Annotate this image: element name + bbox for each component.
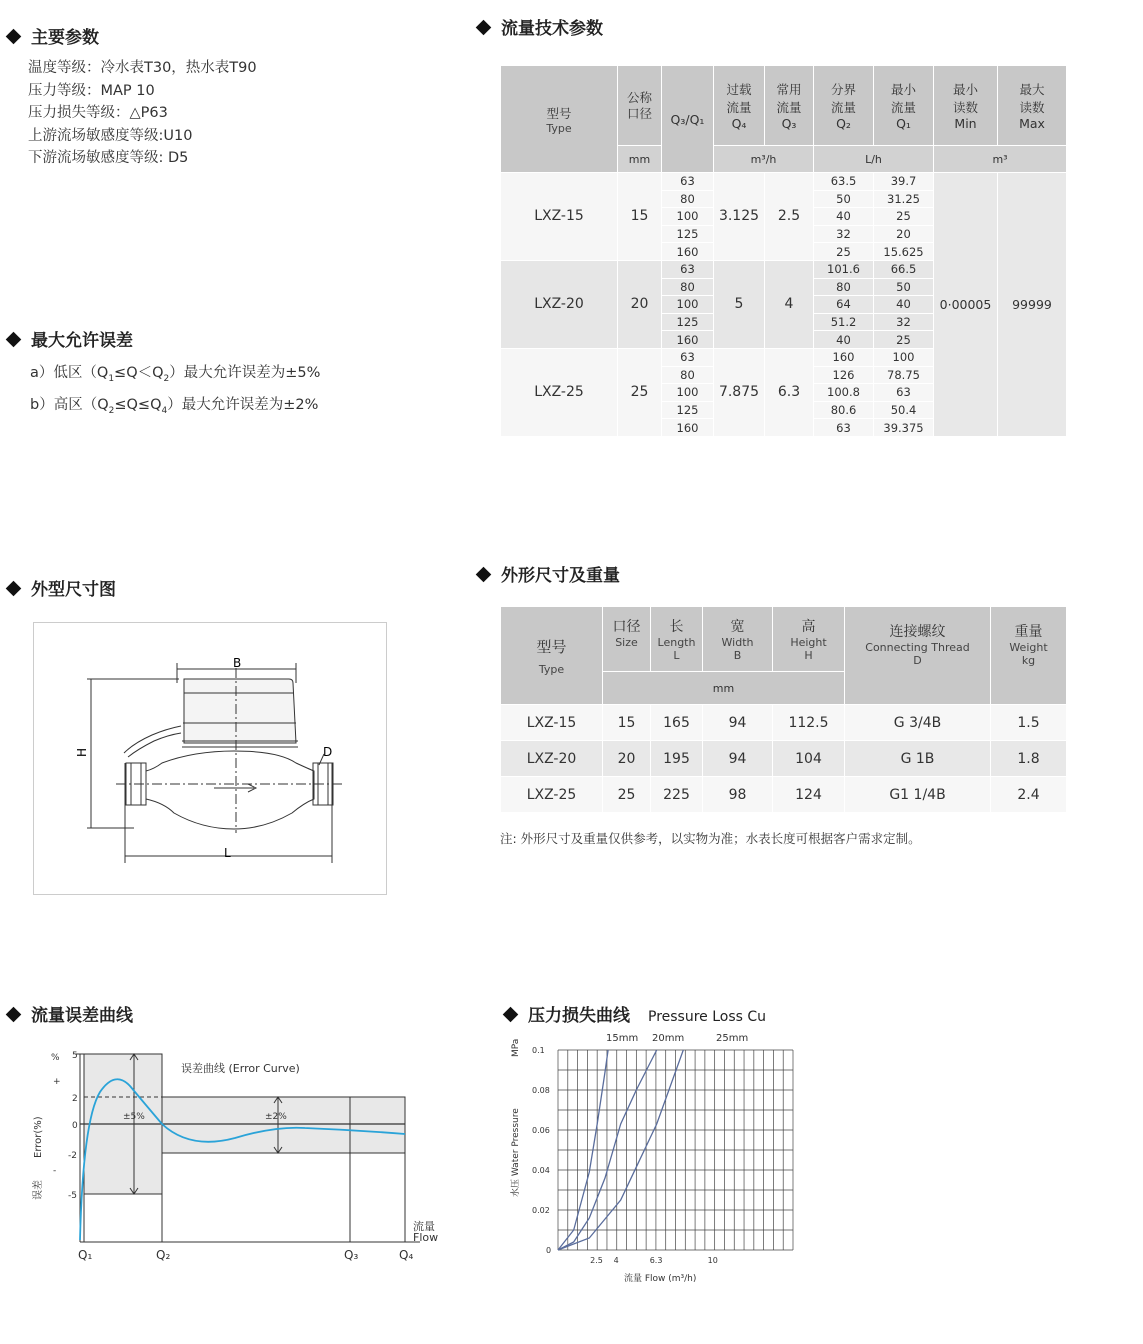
cell-q2: 101.6 <box>814 260 874 278</box>
dim-label-h: H <box>75 747 89 757</box>
param-line: 压力损失等级：△P63 <box>28 105 168 121</box>
series-label: 20mm <box>652 1033 685 1044</box>
header-symbol: L <box>673 649 680 662</box>
dim-table-row <box>501 741 1067 777</box>
y-tick-label: 0 <box>546 1246 552 1255</box>
main-params-list <box>28 57 257 170</box>
y-tick-label: 0.04 <box>532 1166 550 1175</box>
y-tick-2: 2 <box>72 1094 78 1104</box>
cell-q1: 15.625 <box>874 243 934 261</box>
err-sub: 1 <box>108 373 115 384</box>
cell-model: LXZ-20 <box>501 741 603 777</box>
y-axis-label: 水压 Water Pressure <box>511 1108 521 1197</box>
cell-ratio: 100 <box>662 296 714 314</box>
cell-q4: 7.875 <box>714 348 765 436</box>
dim-header-weight <box>991 607 1067 705</box>
section-title-flow-tech <box>478 14 603 39</box>
header-text: Q₁ <box>896 116 911 131</box>
cell-length: 165 <box>651 705 703 741</box>
cell-q2: 64 <box>814 296 874 314</box>
header-text: Q₄ <box>731 116 747 131</box>
flow-tech-table <box>500 65 1067 437</box>
cell-size: 25 <box>603 777 651 813</box>
section-title-en: Pressure Loss Cu <box>648 1009 767 1025</box>
section-title-text: 外形尺寸及重量 <box>501 566 620 586</box>
unit-mm: mm <box>618 146 662 173</box>
cell-ratio: 80 <box>662 190 714 208</box>
col-header-max <box>998 66 1067 146</box>
header-text: 连接螺纹 <box>889 624 946 640</box>
param-line: 温度等级：冷水表T30，热水表T90 <box>28 60 257 76</box>
cell-size: 15 <box>603 705 651 741</box>
header-en: Width <box>721 636 754 649</box>
band-high-label: ±2% <box>265 1112 287 1122</box>
header-text: 口径 <box>612 619 641 635</box>
header-en: Type <box>538 662 565 676</box>
header-text: 过载 <box>726 82 752 97</box>
section-title-dims-weight <box>478 561 620 586</box>
flow-table-row <box>501 173 1067 191</box>
section-title-text: 流量技术参数 <box>501 19 603 39</box>
cell-q1: 63 <box>874 384 934 402</box>
header-en: Size <box>615 636 638 649</box>
cell-height: 112.5 <box>773 705 845 741</box>
dim-header-height <box>773 607 845 672</box>
outline-drawing <box>33 622 387 895</box>
error-ylabel-en: Error(%) <box>33 1116 44 1158</box>
cell-thread: G1 1/4B <box>845 777 991 813</box>
diamond-bullet-icon <box>6 580 22 596</box>
header-text: Q₂ <box>836 116 851 131</box>
cell-height: 124 <box>773 777 845 813</box>
diamond-bullet-icon <box>503 1006 519 1022</box>
cell-length: 225 <box>651 777 703 813</box>
header-en: Type <box>546 121 572 135</box>
err-text: b）高区（Q <box>30 396 109 413</box>
header-text: 型号 <box>546 105 572 121</box>
cell-q1: 40 <box>874 296 934 314</box>
err-text: ≤Q＜Q <box>114 365 164 381</box>
cell-dn: 25 <box>618 348 662 436</box>
y-tick-label: 0.02 <box>532 1206 550 1215</box>
cell-height: 104 <box>773 741 845 777</box>
x-tick-label: 6.3 <box>649 1256 663 1265</box>
cell-q1: 39.375 <box>874 419 934 437</box>
dim-label-l: L <box>224 846 231 860</box>
band-low-label: ±5% <box>123 1112 145 1122</box>
cell-min-reading: 0·00005 <box>934 173 998 437</box>
header-text: 宽 <box>730 619 745 635</box>
y-tick-label: 0.06 <box>532 1126 550 1135</box>
unit-m3h: m³/h <box>714 146 814 173</box>
cell-width: 98 <box>703 777 773 813</box>
y-tick-neg5: -5 <box>68 1191 77 1201</box>
y-unit-label: MPa <box>511 1038 521 1057</box>
header-text: Q₃/Q₁ <box>670 111 705 127</box>
cell-q1: 25 <box>874 331 934 349</box>
cell-ratio: 63 <box>662 173 714 191</box>
header-symbol: H <box>804 649 813 662</box>
section-title-main-params <box>8 23 99 48</box>
cell-q4: 5 <box>714 260 765 348</box>
unit-m3: m³ <box>934 146 1067 173</box>
cell-thread: G 3/4B <box>845 705 991 741</box>
header-text: 最大 <box>1019 82 1045 97</box>
col-header-min <box>934 66 998 146</box>
cell-q2: 80.6 <box>814 401 874 419</box>
x-tick-q1: Q₁ <box>78 1248 93 1262</box>
cell-length: 195 <box>651 741 703 777</box>
cell-q1: 39.7 <box>874 173 934 191</box>
section-title-text: 最大允许误差 <box>31 331 133 351</box>
cell-ratio: 160 <box>662 331 714 349</box>
col-header-q4 <box>714 66 765 146</box>
cell-q2: 40 <box>814 208 874 226</box>
cell-q3: 4 <box>765 260 814 348</box>
cell-max-reading: 99999 <box>998 173 1067 437</box>
header-text: 最小 <box>890 82 916 97</box>
cell-dn: 15 <box>618 173 662 261</box>
cell-ratio: 80 <box>662 278 714 296</box>
header-text: Min <box>954 116 977 131</box>
error-line-low <box>30 360 320 392</box>
section-title-text: 压力损失曲线 <box>528 1006 630 1026</box>
cell-dn: 20 <box>618 260 662 348</box>
cell-width: 94 <box>703 741 773 777</box>
col-header-type <box>501 66 618 173</box>
header-en: Weight <box>1009 641 1048 654</box>
header-en: Length <box>657 636 696 649</box>
header-en: Connecting Thread <box>865 641 970 654</box>
y-tick-label: 0.1 <box>532 1046 545 1055</box>
cell-q1: 100 <box>874 348 934 366</box>
cell-q2: 126 <box>814 366 874 384</box>
error-chart-title: 误差曲线 (Error Curve) <box>181 1062 300 1075</box>
cell-ratio: 160 <box>662 243 714 261</box>
cell-model: LXZ-20 <box>501 260 618 348</box>
cell-q1: 32 <box>874 313 934 331</box>
cell-q1: 50 <box>874 278 934 296</box>
cell-width: 94 <box>703 705 773 741</box>
cell-q2: 40 <box>814 331 874 349</box>
cell-q2: 50 <box>814 190 874 208</box>
dim-label-b: B <box>233 656 242 670</box>
x-tick-q3: Q₃ <box>344 1248 359 1262</box>
cell-q3: 2.5 <box>765 173 814 261</box>
cell-q1: 66.5 <box>874 260 934 278</box>
header-text: 分界 <box>830 82 856 97</box>
header-en: Height <box>790 636 827 649</box>
header-text: 读数 <box>1019 100 1045 115</box>
dimension-table <box>500 606 1067 813</box>
dimension-note: 注: 外形尺寸及重量仅供参考，以实物为准；水表长度可根据客户需求定制。 <box>500 831 921 846</box>
header-text: 流量 <box>890 100 916 115</box>
cell-ratio: 125 <box>662 401 714 419</box>
x-tick-label: 4 <box>613 1256 619 1265</box>
section-title-text: 主要参数 <box>31 28 99 48</box>
param-line: 上游流场敏感度等级:U10 <box>28 127 193 144</box>
header-text: 重量 <box>1014 624 1043 640</box>
header-symbol: D <box>913 654 922 667</box>
cell-q2: 25 <box>814 243 874 261</box>
dim-header-size <box>603 607 651 672</box>
header-symbol: B <box>733 649 742 662</box>
cell-ratio: 100 <box>662 208 714 226</box>
x-tick-label: 2.5 <box>590 1256 603 1265</box>
cell-q1: 25 <box>874 208 934 226</box>
col-header-dn <box>618 66 662 146</box>
header-text: 流量 <box>776 100 802 115</box>
error-curve-chart <box>25 1040 465 1270</box>
err-sub: 4 <box>161 405 168 416</box>
pressure-loss-chart <box>500 1025 810 1295</box>
cell-size: 20 <box>603 741 651 777</box>
cell-model: LXZ-15 <box>501 705 603 741</box>
diamond-bullet-icon <box>6 28 22 44</box>
error-minus: - <box>53 1166 57 1176</box>
error-ylabel-cn: 误差 <box>33 1180 44 1200</box>
header-text: 长 <box>669 619 684 635</box>
header-text: 公称口径 <box>626 89 652 121</box>
section-title-text: 流量误差曲线 <box>31 1006 133 1026</box>
err-text: ≤Q≤Q <box>114 396 162 413</box>
error-unit: % <box>51 1053 60 1063</box>
cell-thread: G 1B <box>845 741 991 777</box>
header-symbol: kg <box>1021 654 1036 667</box>
header-text: Q₃ <box>781 116 797 131</box>
header-text: 流量 <box>830 100 856 115</box>
cell-q2: 32 <box>814 225 874 243</box>
cell-q1: 50.4 <box>874 401 934 419</box>
cell-ratio: 80 <box>662 366 714 384</box>
col-header-ratio <box>662 66 714 173</box>
dim-header-thread <box>845 607 991 705</box>
dim-table-row <box>501 777 1067 813</box>
diamond-bullet-icon <box>476 566 492 582</box>
section-title-pressure-curve <box>505 1001 766 1026</box>
err-text: ）最大允许误差为±2% <box>167 396 319 413</box>
y-tick-neg2: -2 <box>68 1151 77 1161</box>
dim-unit-mm: mm <box>603 672 845 705</box>
error-plus: + <box>53 1077 61 1087</box>
cell-q3: 6.3 <box>765 348 814 436</box>
cell-q2: 63.5 <box>814 173 874 191</box>
section-title-outline <box>8 575 116 600</box>
cell-ratio: 100 <box>662 384 714 402</box>
diamond-bullet-icon <box>476 19 492 35</box>
cell-q4: 3.125 <box>714 173 765 261</box>
err-sub: 2 <box>108 405 115 416</box>
cell-q2: 63 <box>814 419 874 437</box>
chart-labels <box>509 1033 748 1284</box>
cell-ratio: 63 <box>662 260 714 278</box>
error-line-high <box>30 392 320 424</box>
cell-q2: 160 <box>814 348 874 366</box>
x-tick-label: 10 <box>707 1256 718 1265</box>
diamond-bullet-icon <box>6 1006 22 1022</box>
header-text: 型号 <box>536 637 567 656</box>
dim-table-row <box>501 705 1067 741</box>
meter-drawing-svg <box>34 623 386 894</box>
err-text: ）最大允许误差为±5% <box>169 365 321 381</box>
header-text: 读数 <box>952 100 978 115</box>
cell-ratio: 125 <box>662 225 714 243</box>
err-text: a）低区（Q <box>30 365 109 381</box>
header-text: Max <box>1019 116 1045 131</box>
section-title-text: 外型尺寸图 <box>31 580 116 600</box>
header-text: 最小 <box>952 82 978 97</box>
dim-header-type <box>501 607 603 705</box>
series-label: 15mm <box>606 1033 639 1044</box>
diamond-bullet-icon <box>6 331 22 347</box>
cell-weight: 2.4 <box>991 777 1067 813</box>
section-title-max-error <box>8 326 133 351</box>
unit-lh: L/h <box>814 146 934 173</box>
cell-q1: 20 <box>874 225 934 243</box>
error-xlabel-cn: 流量 <box>413 1220 435 1233</box>
cell-q2: 100.8 <box>814 384 874 402</box>
cell-ratio: 63 <box>662 348 714 366</box>
x-tick-q4: Q₄ <box>399 1248 414 1262</box>
max-error-list <box>30 360 320 424</box>
y-tick-5: 5 <box>72 1051 78 1061</box>
err-sub: 2 <box>163 373 170 384</box>
cell-weight: 1.5 <box>991 705 1067 741</box>
cell-q1: 31.25 <box>874 190 934 208</box>
cell-q2: 51.2 <box>814 313 874 331</box>
cell-ratio: 160 <box>662 419 714 437</box>
y-tick-label: 0.08 <box>532 1086 550 1095</box>
dim-label-d: D <box>323 745 333 759</box>
cell-ratio: 125 <box>662 313 714 331</box>
error-xlabel-en: Flow <box>413 1231 439 1244</box>
header-text: 流量 <box>726 100 752 115</box>
header-text: 常用 <box>776 82 802 97</box>
dim-header-length <box>651 607 703 672</box>
col-header-q2 <box>814 66 874 146</box>
cell-weight: 1.8 <box>991 741 1067 777</box>
param-line: 下游流场敏感度等级: D5 <box>28 150 189 166</box>
header-text: 高 <box>801 619 816 635</box>
cell-model: LXZ-15 <box>501 173 618 261</box>
col-header-q3 <box>765 66 814 146</box>
series-label: 25mm <box>716 1033 749 1044</box>
col-header-q1 <box>874 66 934 146</box>
section-title-error-curve <box>8 1001 133 1026</box>
param-line: 压力等级：MAP 10 <box>28 82 155 99</box>
dim-header-width <box>703 607 773 672</box>
cell-model: LXZ-25 <box>501 348 618 436</box>
cell-q1: 78.75 <box>874 366 934 384</box>
y-tick-0: 0 <box>72 1121 78 1131</box>
x-tick-q2: Q₂ <box>156 1248 171 1262</box>
x-axis-label: 流量 Flow (m³/h) <box>624 1274 697 1284</box>
cell-model: LXZ-25 <box>501 777 603 813</box>
cell-q2: 80 <box>814 278 874 296</box>
